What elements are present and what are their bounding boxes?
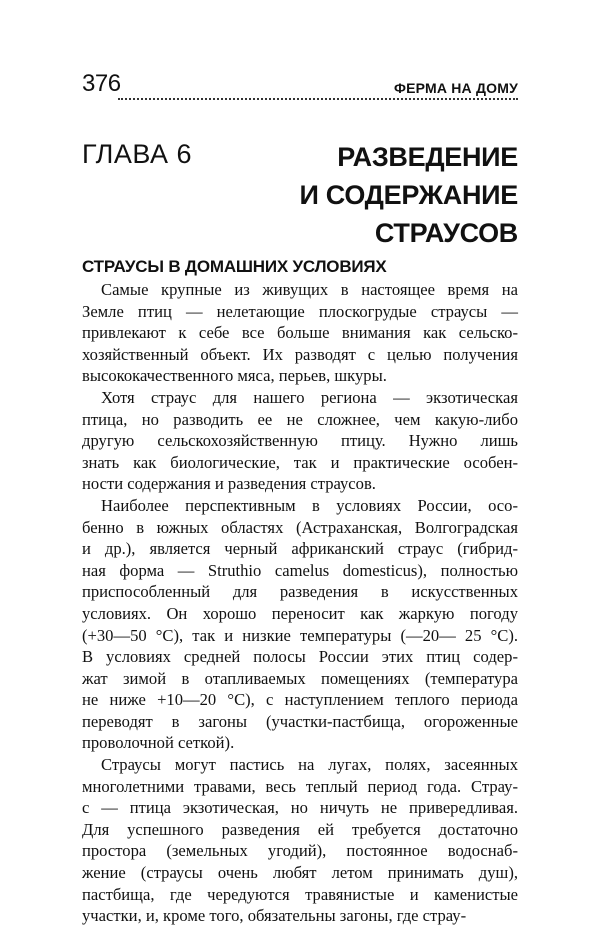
- body-line: другую сельскохозяйственную птицу. Нужно лишь: [82, 431, 518, 451]
- body-line: птица, но разводить ее не сложнее, чем какую-либо: [82, 409, 518, 429]
- body-line: участки, и, кроме того, обязательны загоны, где страу-: [82, 906, 467, 926]
- body-line: приспособленный для разведения в искусственных: [82, 582, 518, 602]
- body-line: переводят в загоны (участки-пастбища, огороженные: [82, 711, 518, 731]
- chapter-label: ГЛАВА 6: [82, 139, 192, 169]
- body-line: жение (страусы очень любят летом принимать душ),: [82, 863, 518, 883]
- body-line: жат зимой в отапливаемых помещениях (температура: [82, 668, 518, 688]
- body-line: бенно в южных областях (Астраханская, Волгоградская: [82, 517, 518, 537]
- body-line: знать как биологические, так и практические особен-: [82, 452, 518, 472]
- body-line: простора (земельных угодий), постоянное водоснаб-: [82, 841, 518, 861]
- body-line: Для успешного разведения ей требуется достаточно: [82, 819, 518, 839]
- body-line: привлекают к себе все больше внимания как сельско-: [82, 323, 518, 343]
- running-title: ФЕРМА НА ДОМУ: [393, 80, 518, 96]
- body-line: В условиях средней полосы России этих птиц содер-: [82, 647, 518, 667]
- section-heading: СТРАУСЫ В ДОМАШНИХ УСЛОВИЯХ: [82, 257, 387, 276]
- body-line: (+30—50 °С), так и низкие температуры (—20— 25 °С).: [82, 625, 518, 645]
- chapter-title-line: РАЗВЕДЕНИЕ: [337, 142, 518, 172]
- body-line: ности содержания и разведения страусов.: [82, 474, 376, 494]
- chapter-title-line: СТРАУСОВ: [374, 218, 518, 248]
- page-number: 376: [82, 70, 121, 97]
- body-line: Самые крупные из живущих в настоящее время на: [101, 280, 518, 299]
- body-line: пастбища, где чередуются травянистые и каменистые: [82, 884, 518, 904]
- body-line: Хотя страус для нашего региона — экзотическая: [101, 387, 518, 407]
- body-line: условиях. Он хорошо переносит как жаркую погоду: [82, 603, 518, 623]
- body-line: проволочной сеткой).: [82, 733, 235, 753]
- body-line: не ниже +10—20 °С), с наступлением теплого периода: [82, 690, 518, 710]
- body-line: высококачественного мяса, перьев, шкуры.: [82, 366, 387, 386]
- body-line: с — птица экзотическая, но ничуть не привередливая.: [82, 798, 518, 818]
- body-paragraph: [82, 495, 518, 754]
- body-line: Наиболее перспективным в условиях России, осо-: [101, 495, 518, 515]
- body-line: и др.), является черный африканский страус (гибрид-: [82, 539, 518, 559]
- body-paragraph: [82, 387, 518, 495]
- body-line: Страусы могут пастись на лугах, полях, засеянных: [101, 755, 518, 775]
- body-paragraph: [82, 279, 518, 387]
- body-line: Земле птиц — нелетающие плоскогрудые страусы —: [82, 301, 518, 321]
- header-dotted-rule: [118, 98, 518, 100]
- body-line: ная форма — Struthio camelus domesticus), полностью: [82, 560, 518, 580]
- chapter-title-line: И СОДЕРЖАНИЕ: [299, 180, 518, 210]
- body-paragraph: [82, 754, 518, 927]
- body-line: хозяйственный объект. Их разводят с целью получения: [82, 344, 518, 364]
- chapter-title: [300, 138, 519, 252]
- body-text: [82, 279, 518, 927]
- body-line: многолетними травами, весь теплый период года. Страу-: [82, 776, 518, 796]
